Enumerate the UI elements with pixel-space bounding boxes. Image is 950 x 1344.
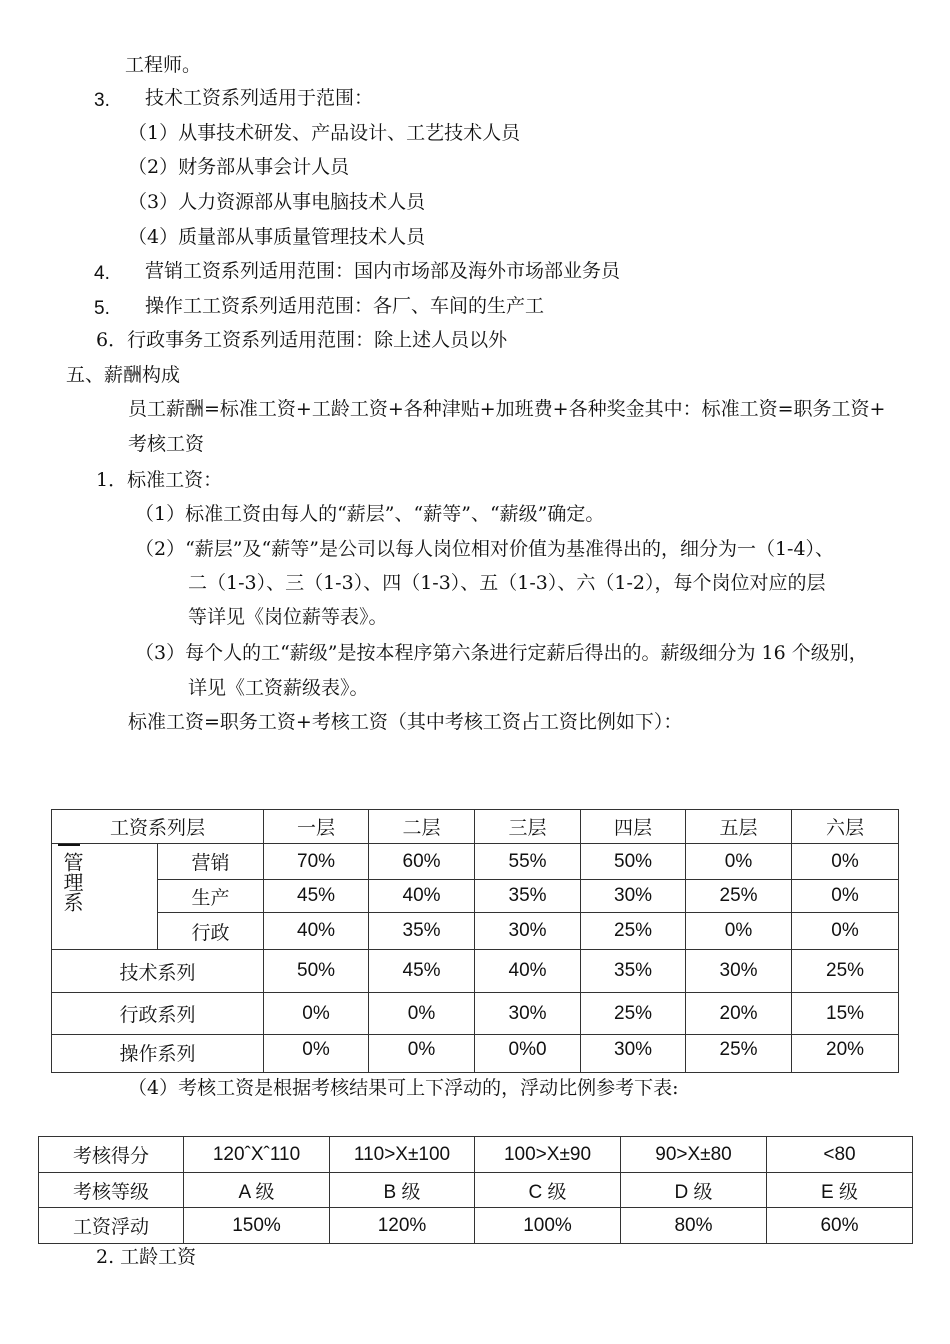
table-cell: 35%: [475, 880, 581, 913]
row-label: 生产: [158, 880, 264, 913]
row-label: 行政系列: [52, 993, 264, 1035]
ratio-table: [51, 809, 899, 1073]
header-cell: 五层: [686, 810, 792, 844]
table-cell: 45%: [369, 950, 475, 993]
table-cell: 0%: [686, 844, 792, 880]
table-cell: 20%: [686, 993, 792, 1035]
text-line: （3）人力资源部从事电脑技术人员: [128, 191, 426, 213]
text-line: 操作工工资系列适用范围：各厂、车间的生产工: [145, 295, 545, 317]
table-cell: 55%: [475, 844, 581, 880]
text-line: 详见《工资薪级表》。: [188, 677, 369, 699]
header-cell: 一层: [264, 810, 369, 844]
table-cell: B 级: [330, 1173, 475, 1208]
table-cell: 30%: [475, 913, 581, 950]
table-row: [52, 844, 899, 880]
table-row: [52, 1035, 899, 1073]
text-line: （4）考核工资是根据考核结果可上下浮动的，浮动比例参考下表:: [128, 1077, 679, 1099]
table-cell: C 级: [475, 1173, 621, 1208]
header-cell: 工资系列层: [52, 810, 264, 844]
table-cell: 45%: [264, 880, 369, 913]
table-cell: 100%: [475, 1208, 621, 1244]
table-cell: 150%: [184, 1208, 330, 1244]
table-cell: 80%: [621, 1208, 767, 1244]
row-label: 考核得分: [39, 1137, 184, 1173]
subsection-heading: 2. 工龄工资: [96, 1246, 197, 1268]
text-line: 员工薪酬=标准工资+工龄工资+各种津贴+加班费+各种奖金其中：标准工资=职务工资+: [128, 398, 886, 420]
table-cell: 100>X±90: [475, 1137, 621, 1173]
text-line: （2）财务部从事会计人员: [128, 156, 350, 178]
table-cell: 30%: [475, 993, 581, 1035]
row-label: 行政: [158, 913, 264, 950]
table-cell: 30%: [581, 880, 686, 913]
list-number: 5.: [94, 298, 110, 319]
table-cell: 0%: [264, 993, 369, 1035]
table-cell: 60%: [767, 1208, 913, 1244]
table-cell: <80: [767, 1137, 913, 1173]
row-label: 技术系列: [52, 950, 264, 993]
table-cell: 25%: [686, 880, 792, 913]
table-cell: 120ˆXˆ110: [184, 1137, 330, 1173]
table-row: [39, 1137, 913, 1173]
table-cell: 25%: [581, 993, 686, 1035]
header-cell: 六层: [792, 810, 899, 844]
table-cell: 35%: [581, 950, 686, 993]
table-cell: 0%: [792, 913, 899, 950]
table-cell: 0%: [686, 913, 792, 950]
table-cell: 0%: [369, 1035, 475, 1073]
row-label: 营销: [158, 844, 264, 880]
list-number: 4.: [94, 263, 110, 284]
table-cell: D 级: [621, 1173, 767, 1208]
table-row: [52, 950, 899, 993]
text-line: 等详见《岗位薪等表》。: [188, 606, 388, 628]
table-cell: 50%: [264, 950, 369, 993]
text-line: 考核工资: [128, 433, 205, 455]
table-cell: 35%: [369, 913, 475, 950]
table-cell: 30%: [581, 1035, 686, 1073]
group-label: 管理系: [60, 852, 84, 912]
table-row: [52, 880, 899, 913]
table-cell: 120%: [330, 1208, 475, 1244]
header-cell: 二层: [369, 810, 475, 844]
header-cell: 四层: [581, 810, 686, 844]
table-cell: 25%: [686, 1035, 792, 1073]
table-row: [52, 993, 899, 1035]
table-cell: 50%: [581, 844, 686, 880]
text-line: 6．行政事务工资系列适用范围：除上述人员以外: [96, 329, 508, 351]
table-cell: 60%: [369, 844, 475, 880]
text-line: （4）质量部从事质量管理技术人员: [128, 226, 426, 248]
table-header-row: [52, 810, 899, 844]
row-label: 操作系列: [52, 1035, 264, 1073]
table-cell: 0%: [369, 993, 475, 1035]
table-cell: 40%: [264, 913, 369, 950]
label-rule: [58, 844, 80, 846]
table-cell: 20%: [792, 1035, 899, 1073]
text-line: （2）“薪层”及“薪等”是公司以每人岗位相对价值为基准得出的，细分为一（1-4）、: [135, 538, 835, 560]
row-label: 考核等级: [39, 1173, 184, 1208]
table-row: [52, 913, 899, 950]
table-cell: 0%: [792, 880, 899, 913]
text-line: 二（1-3）、三（1-3）、四（1-3）、五（1-3）、六（1-2），每个岗位对应的层: [188, 572, 826, 594]
text-line: （1）从事技术研发、产品设计、工艺技术人员: [128, 122, 521, 144]
table-cell: A 级: [184, 1173, 330, 1208]
text-line: （3）每个人的工“薪级”是按本程序第六条进行定薪后得出的。薪级细分为 16 个级别，: [135, 642, 868, 664]
table-cell: 40%: [475, 950, 581, 993]
table-cell: 110>X±100: [330, 1137, 475, 1173]
group-label-cell: [52, 844, 158, 950]
table-cell: 0%: [792, 844, 899, 880]
text-line: 技术工资系列适用于范围：: [145, 87, 374, 109]
text-line: （1）标准工资由每人的“薪层”、“薪等”、“薪级”确定。: [135, 503, 605, 525]
text-line: 工程师。: [125, 54, 202, 76]
text-line: 标准工资=职务工资+考核工资（其中考核工资占工资比例如下）：: [128, 711, 683, 733]
table-cell: 25%: [792, 950, 899, 993]
row-label: 工资浮动: [39, 1208, 184, 1244]
score-table: [38, 1136, 913, 1244]
table-cell: 40%: [369, 880, 475, 913]
table-cell: 90>X±80: [621, 1137, 767, 1173]
table-cell: 70%: [264, 844, 369, 880]
list-number: 3.: [94, 90, 110, 111]
table-cell: 15%: [792, 993, 899, 1035]
text-line: 营销工资系列适用范围：国内市场部及海外市场部业务员: [145, 260, 621, 282]
subsection-heading: 1．标准工资：: [96, 469, 223, 491]
table-cell: 0%: [264, 1035, 369, 1073]
section-heading: 五、薪酬构成: [66, 364, 181, 386]
header-cell: 三层: [475, 810, 581, 844]
table-cell: 0%0: [475, 1035, 581, 1073]
table-cell: 30%: [686, 950, 792, 993]
table-cell: E 级: [767, 1173, 913, 1208]
table-row: [39, 1173, 913, 1208]
table-cell: 25%: [581, 913, 686, 950]
table-row: [39, 1208, 913, 1244]
